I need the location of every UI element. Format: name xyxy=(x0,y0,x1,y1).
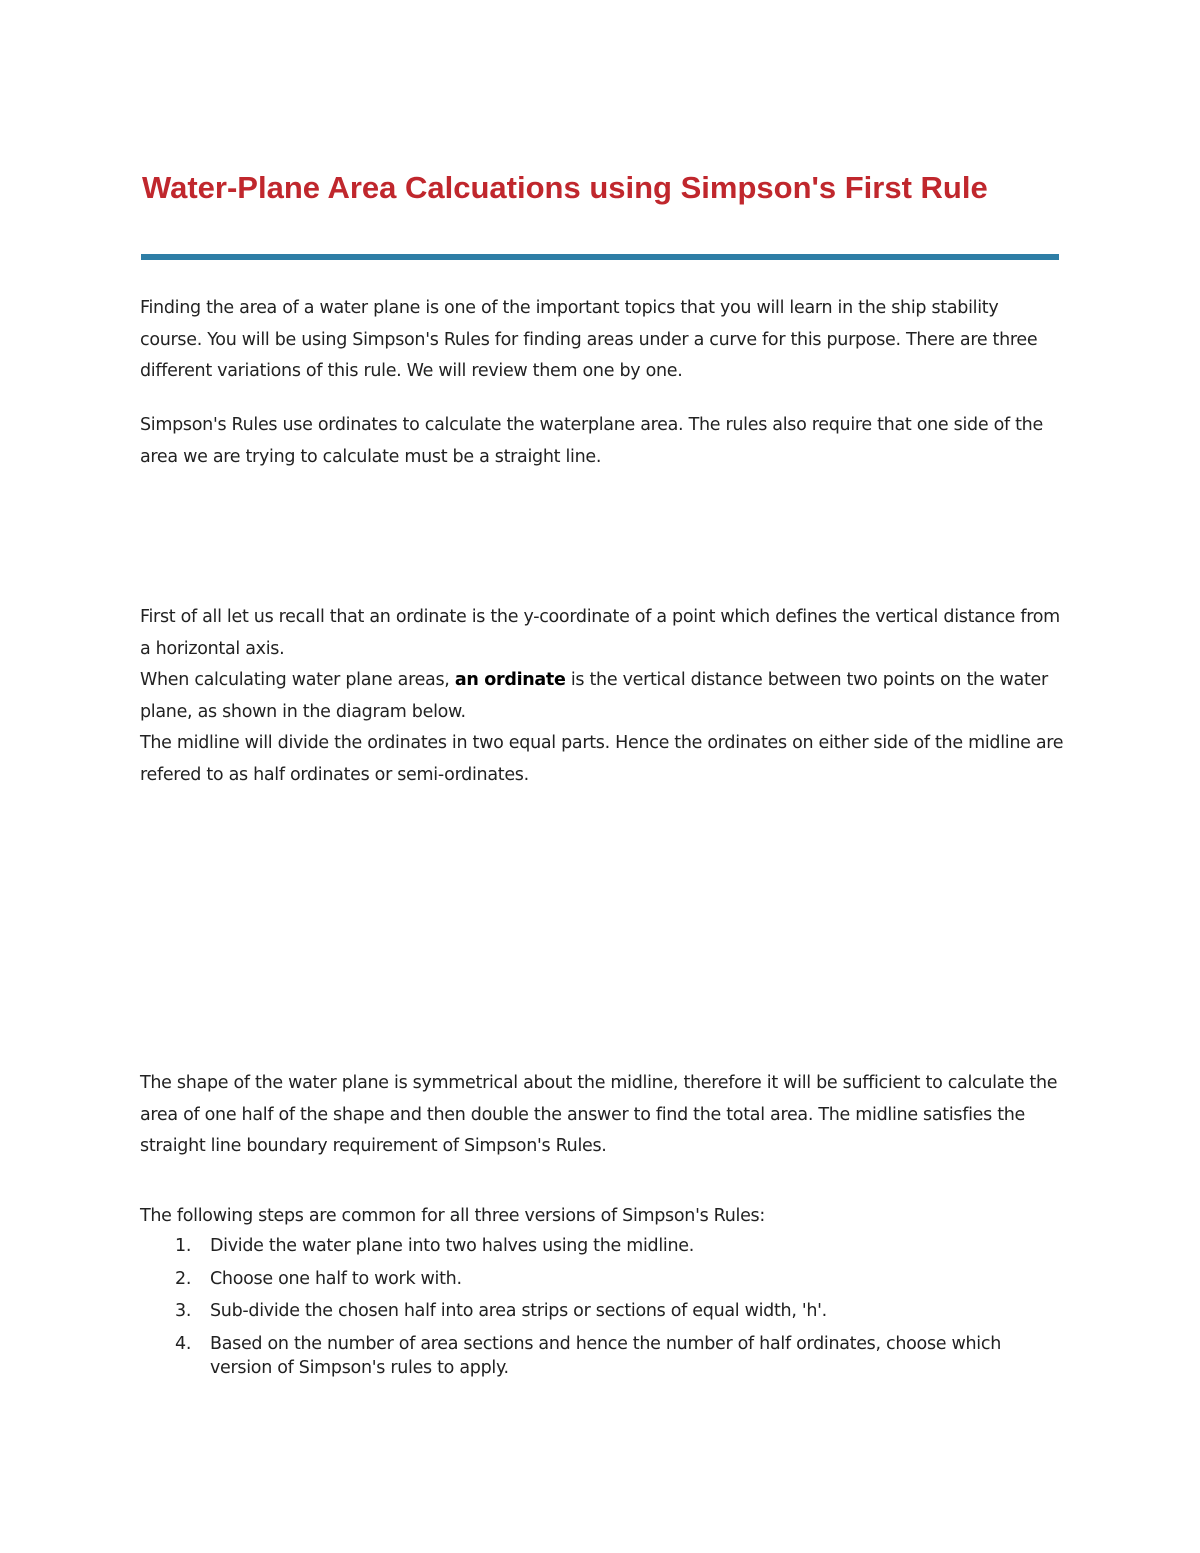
list-item-number: 1. xyxy=(175,1236,192,1256)
list-item xyxy=(140,1234,1065,1258)
list-item xyxy=(140,1267,1065,1291)
midline-sentence: The midline will divide the ordinates in two equal parts. Hence the ordinates on either side of the midline are refered to as half ordinates or semi-ordinates. xyxy=(140,733,1064,785)
list-item-number: 2. xyxy=(175,1268,192,1289)
list-item-number: 3. xyxy=(175,1301,192,1321)
list-item-text: Sub-divide the chosen half into area strips or sections of equal width, 'h'. xyxy=(210,1301,827,1321)
list-item-text: Based on the number of area sections and hence the number of half ordinates, choose which version of Simpson's rules to apply. xyxy=(210,1333,1001,1378)
list-item xyxy=(140,1332,1065,1380)
list-item-text: Choose one half to work with. xyxy=(210,1268,462,1289)
steps-list xyxy=(140,1234,1065,1388)
list-item-number: 4. xyxy=(175,1333,192,1354)
calc-sentence-start: When calculating water plane areas, xyxy=(140,670,455,690)
list-item-text: Divide the water plane into two halves using the midline. xyxy=(210,1236,695,1256)
page-title: Water-Plane Area Calcuations using Simpson's First Rule xyxy=(142,170,988,205)
ordinates-rule-paragraph: Simpson's Rules use ordinates to calculate the waterplane area. The rules also require that one side of the area we are trying to calculate must be a straight line. xyxy=(140,415,1043,467)
ordinate-term-bold: an ordinate xyxy=(454,670,566,690)
list-item xyxy=(140,1299,1065,1323)
symmetry-paragraph: The shape of the water plane is symmetrical about the midline, therefore it will be sufficient to calculate the area of one half of the shape and then double the answer to find the total area. The midline satisfies the straight line boundary requirement of Simpson's Rules. xyxy=(140,1073,1058,1156)
recall-sentence: First of all let us recall that an ordinate is the y-coordinate of a point which defines the vertical distance from a horizontal axis. xyxy=(140,607,1060,659)
steps-intro-paragraph: The following steps are common for all three versions of Simpson's Rules: xyxy=(140,1206,765,1226)
intro-paragraph: Finding the area of a water plane is one of the important topics that you will learn in the ship stability course. You will be using Simpson's Rules for finding areas under a curve for this purpose. There are three different variations of this rule. We will review them one by one. xyxy=(140,298,1038,381)
calc-sentence-end: is the vertical distance between two points on the water plane, as shown in the diagram below. xyxy=(140,670,1048,722)
ordinate-definition-block xyxy=(140,602,1065,791)
title-underline-rule xyxy=(141,254,1059,260)
